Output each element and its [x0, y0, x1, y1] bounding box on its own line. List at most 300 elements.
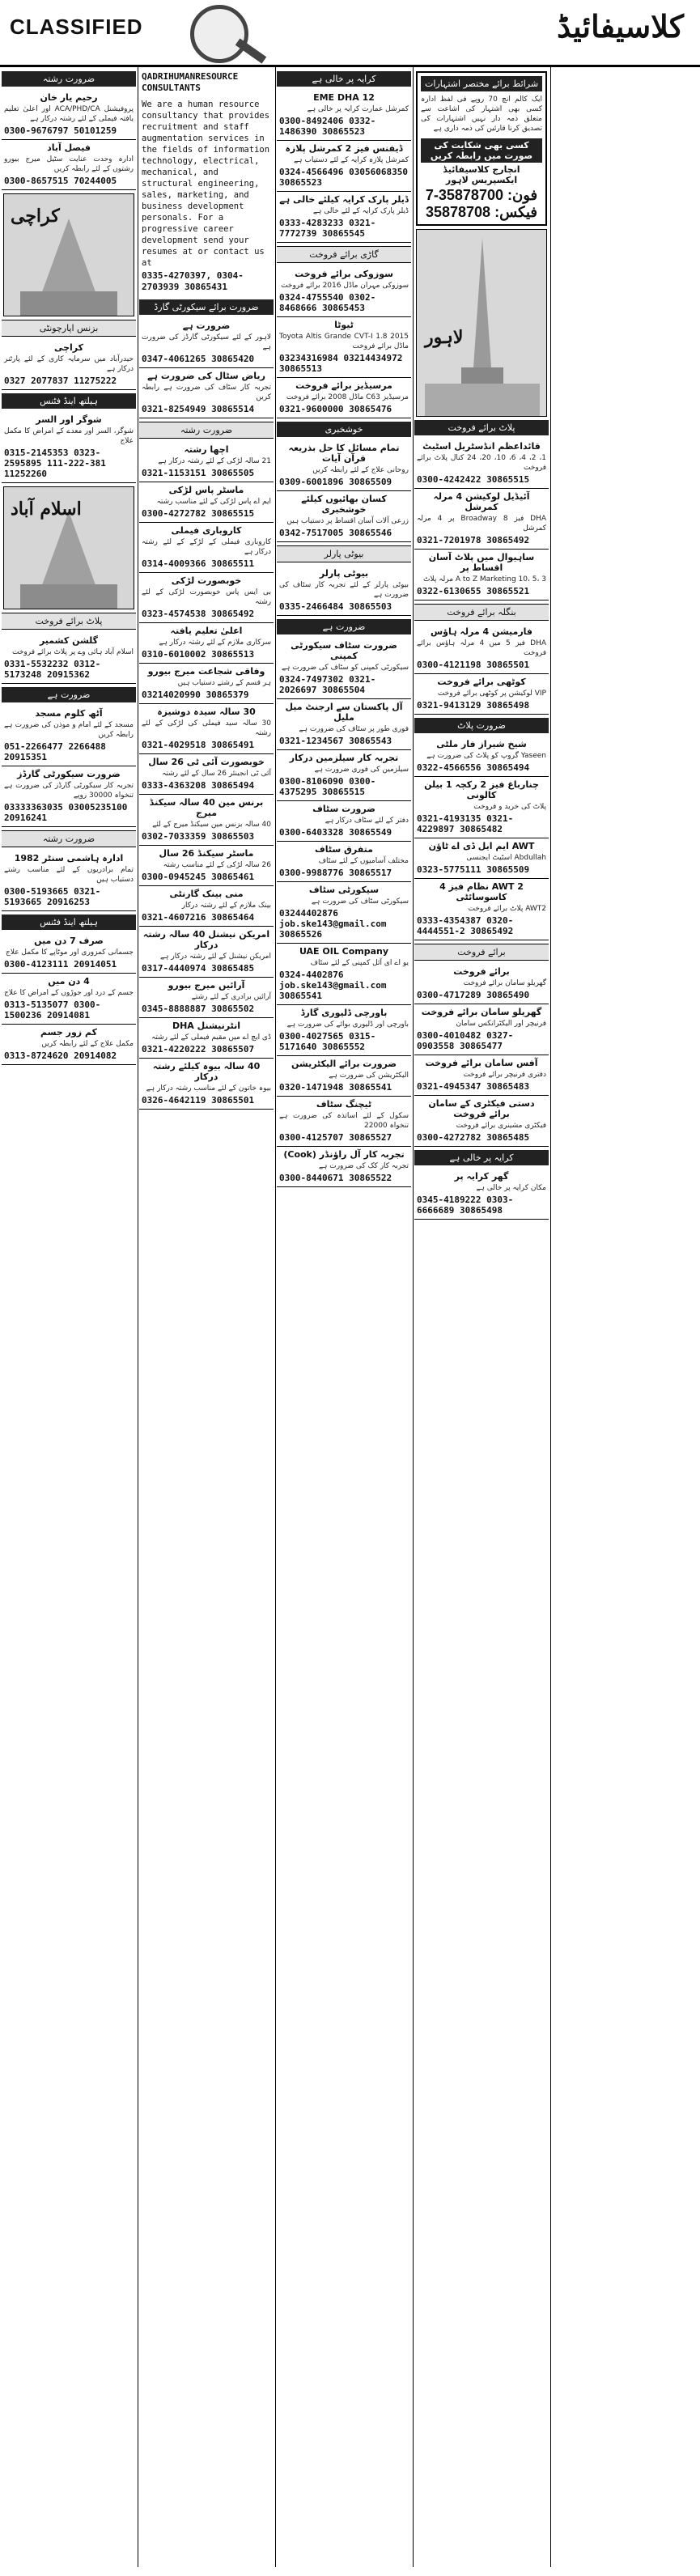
ad-body: سیکورٹی سٹاف کی ضرورت ہے	[311, 898, 409, 906]
classified-ad	[277, 882, 411, 944]
section-heading: بزنس اپارچونٹی	[2, 320, 136, 337]
ad-phone: 03234316984 03214434972 30865513	[279, 353, 403, 374]
section-heading: ضرورت پلاٹ	[414, 718, 549, 733]
terms-fax-label: فیکس	[499, 204, 538, 220]
minar-illustration	[417, 230, 547, 416]
ad-body: DHA فیز 8 Broadway پر 4 مرلہ کمرشل	[417, 515, 546, 533]
section-heading: بنگلہ برائے فروخت	[414, 604, 549, 621]
ad-title: رحیم یار خان	[40, 92, 98, 103]
ad-phone: 0324-4755540 0302-8468666 30865453	[279, 292, 376, 313]
column-4	[414, 68, 549, 2573]
ad-body: زرعی آلات آسان اقساط پر دستیاب ہیں	[286, 517, 409, 525]
ad-body: دفتر کے لئے سٹاف درکار ہے	[325, 817, 409, 825]
ad-title: آئیڈیل لوکیشن 4 مرلہ کمرشل	[433, 491, 530, 512]
classified-ad	[139, 664, 274, 704]
ad-title: ضرورت سٹاف	[312, 804, 375, 814]
ad-title: آٹھ کلوم مسجد	[35, 708, 103, 719]
classified-ad	[139, 754, 274, 795]
ad-title: ضرورت سٹاف سیکورٹی کمپنی	[291, 640, 397, 661]
classified-ad	[277, 266, 411, 317]
ad-body: جسم کے درد اور جوڑوں کے امراض کا علاج	[4, 989, 134, 997]
ad-body: تجربہ کار سیکورٹی گارڈز کی ضرورت ہے تنخواہ 30000 روپے	[4, 782, 134, 800]
city-photo	[3, 486, 134, 609]
ad-body: فیکٹری مشینری برائے فروخت	[456, 1122, 546, 1130]
section-heading: گاڑی برائے فروخت	[277, 246, 411, 263]
ad-body: سیلزمین کی فوری ضرورت ہے	[314, 766, 409, 774]
ad-title: کسان بھائیوں کیلئے خوشخبری	[301, 494, 387, 515]
ad-body: حیدرآباد میں سرمایہ کاری کے لئے پارٹنر درکار ہے	[4, 355, 134, 373]
ad-body: 30 سالہ سید فیملی کی لڑکی کے لئے رشتہ	[142, 719, 271, 737]
classified-ad	[2, 766, 136, 827]
ad-body: 26 سالہ لڑکی کے لئے مناسب رشتہ	[163, 861, 271, 869]
ad-title: گھریلو سامان برائے فروخت	[421, 1007, 542, 1017]
classified-ad	[139, 523, 274, 573]
ad-title: UAE OIL Company	[299, 946, 389, 957]
ad-title: آفس سامان برائے فروخت	[425, 1058, 538, 1068]
classified-ad	[139, 886, 274, 927]
ad-body: بی ایس پاس خوبصورت لڑکی کے لئے رشتہ	[142, 588, 271, 606]
classified-ad	[414, 1096, 549, 1147]
section-heading: پلاٹ برائے فروخت	[414, 420, 549, 435]
classified-ad	[2, 933, 136, 974]
classified-ad	[139, 927, 274, 978]
ad-phone: 0347-4061265 30865420	[142, 354, 255, 364]
ad-phone: 0322-4566556 30865494	[417, 762, 530, 773]
ad-body: دفتری فرنیچر برائے فروخت	[463, 1071, 546, 1079]
classified-ad	[277, 801, 411, 842]
consultancy-phone: 0335-4270397, 0304-2703939 30865431	[142, 270, 244, 292]
column-rule	[550, 66, 551, 2567]
ad-title: 4 دن میں	[48, 976, 90, 987]
ad-phone: 0326-4642119 30865501	[142, 1095, 255, 1106]
ad-title: ٹیچنگ سٹاف	[316, 1099, 372, 1110]
terms-title: شرائط برائے مختصر اشتہارات	[421, 76, 542, 91]
ad-body: Abdullah اسٹیٹ ایجنسی	[466, 854, 546, 862]
classified-ad	[277, 378, 411, 418]
ad-title: تجربہ کار آل راؤنڈر (Cook)	[283, 1149, 405, 1160]
ad-body: سیکورٹی کمپنی کو سٹاف کی ضرورت ہے	[281, 664, 409, 672]
classified-ad	[277, 141, 411, 192]
ad-title: ماسٹر سیکنڈ 26 سال	[159, 848, 254, 859]
ad-body: باورچی اور ڈلیوری بوائے کی ضرورت ہے	[286, 1021, 409, 1029]
ad-phone: 0300-4272782 30865515	[142, 508, 255, 519]
ad-phone: 03244402876 job.ske143@gmail.com 30865526	[279, 908, 387, 940]
ad-title: اعلیٰ تعلیم یافتہ	[170, 626, 243, 636]
ad-body: پلاٹ کی خرید و فروخت	[473, 803, 546, 811]
ad-phone: 0321-4607216 30865464	[142, 912, 255, 923]
ad-title: ضرورت سیکورٹی گارڈز	[17, 769, 121, 779]
ad-title: برائے فروخت	[453, 966, 510, 977]
ad-title: ڈیفنس فیز 2 کمرشل پلازہ	[285, 143, 403, 154]
ad-title: خوبصورت آئی ٹی 26 سال	[148, 757, 265, 767]
classified-ad	[277, 638, 411, 699]
ad-title: صرف 7 دن میں	[34, 936, 104, 946]
section-heading: ضرورت رشتہ	[139, 422, 274, 439]
ad-body: AWT2 پلاٹ برائے فروخت	[468, 905, 546, 913]
section-heading: ضرورت ہے	[2, 687, 136, 702]
ad-phone: 0300-8492406 0332-1486390 30865523	[279, 116, 376, 137]
ad-title: وفاقی شجاعت میرج بیورو	[147, 666, 265, 677]
ad-phone: 0302-7033359 30865503	[142, 831, 255, 842]
ad-phone: 0300-4272782 30865485	[417, 1132, 530, 1143]
ad-phone: 0300-4027565 0315-5171640 30865552	[279, 1031, 376, 1052]
classified-ad	[414, 879, 549, 940]
classified-ad	[414, 674, 549, 715]
ad-phone: 0314-4009366 30865511	[142, 558, 255, 569]
ad-phone: 0310-6010002 30865513	[142, 649, 255, 660]
ad-title: کراچی	[53, 342, 84, 353]
column-rule	[413, 66, 414, 2567]
ad-body: 40 سالہ بزنس مین سیکنڈ میرج کے لئے	[152, 821, 271, 829]
section-heading: ہیلتھ اینڈ فٹنس	[2, 393, 136, 409]
ad-phone: 051-2266477 2266488 20915351	[4, 741, 106, 762]
ad-phone: 0300-9988776 30865517	[279, 868, 392, 878]
terms-fax: فیکس: 35878708	[425, 204, 538, 220]
ad-body: آئی ٹی انجینئر 26 سال کے لئے رشتہ	[162, 770, 271, 778]
ad-body: کمرشل عمارت کرایہ پر خالی ہے	[307, 105, 409, 113]
ad-body: یو اے ای آئل کمپنی کے لئے سٹاف	[310, 959, 409, 967]
ad-title: قائداعظم انڈسٹریل اسٹیٹ	[422, 441, 541, 452]
classified-ad	[414, 489, 549, 550]
classified-ad	[139, 442, 274, 482]
column-2	[139, 68, 274, 2573]
section-heading: کرایہ پر خالی ہے	[414, 1150, 549, 1165]
classified-ad	[277, 566, 411, 616]
ad-body: مکان کرایہ پر خالی ہے	[476, 1184, 546, 1192]
ad-body: سکول کے لئے اساتذہ کی ضرورت ہے تنخواہ 22000	[279, 1112, 409, 1130]
classified-ad	[277, 1056, 411, 1097]
ad-phone: 0300-0945245 30865461	[142, 872, 255, 882]
ad-phone: 0321-8254949 30865514	[142, 404, 255, 414]
classified-ad	[277, 1147, 411, 1187]
section-heading: ضرورت برائے سیکورٹی گارڈ	[139, 299, 274, 315]
classified-ad	[414, 777, 549, 838]
ad-title: کوٹھی برائے فروخت	[437, 677, 526, 687]
ad-phone: 0321-1153151 30865505	[142, 468, 255, 478]
classified-ad	[277, 192, 411, 243]
section-heading: برائے فروخت	[414, 944, 549, 961]
ad-phone: 0300-9676797 50101259	[4, 125, 117, 136]
ad-body: مرسیڈیز C63 ماڈل 2008 برائے فروخت	[286, 393, 409, 401]
masthead	[0, 0, 700, 67]
ad-title: 40 سالہ بیوہ کیلئے رشتہ درکار	[152, 1061, 261, 1082]
classified-ad	[277, 1097, 411, 1147]
column-2-sections	[139, 299, 274, 1110]
classified-ad	[277, 842, 411, 882]
ad-title: ادارہ ہاشمی سنٹر 1982	[14, 853, 124, 864]
terms-phone: فون: 35878700-7	[425, 187, 538, 203]
ad-body: ایم اے پاس لڑکی کے لئے مناسب رشتہ	[156, 498, 271, 506]
ad-body: ہر قسم کے رشتے دستیاب ہیں	[177, 679, 271, 687]
ad-phone: 0320-1471948 30865541	[279, 1082, 392, 1093]
ad-body: اسلام آباد ہائی وے پر پلاٹ برائے فروخت	[12, 648, 134, 656]
ad-phone: 0333-4354387 0320-4444551-2 30865492	[417, 915, 514, 936]
ad-title: کاروباری فیملی	[171, 525, 242, 536]
ad-body: مکمل علاج کے لئے رابطہ کریں	[41, 1040, 134, 1048]
ad-title: ضرورت ہے	[182, 320, 231, 331]
ad-phone: 03214020990 30865379	[142, 690, 249, 700]
ad-phone: 0327 2077837 11275222	[4, 376, 117, 386]
ad-phone: 0321-4193135 0321-4229897 30865482	[417, 813, 514, 834]
ad-body: ڈی ایچ اے میں مقیم فیملی کے لئے رشتہ	[151, 1033, 271, 1042]
ad-body: فوری طور پر سٹاف کی ضرورت ہے	[299, 725, 409, 733]
ad-title: امریکن نیشنل 40 سالہ رشتہ درکار	[142, 929, 270, 950]
ad-phone: 0313-5135077 0300-1500236 20914081	[4, 999, 101, 1021]
section-heading: ضرورت رشتہ	[2, 71, 136, 87]
section-heading: خوشخبری	[277, 422, 411, 437]
classified-ad	[2, 140, 136, 190]
classified-ad	[139, 368, 274, 418]
ad-phone: 0309-6001896 30865509	[279, 477, 392, 487]
ad-phone: 0321-9600000 30865476	[279, 404, 392, 414]
classified-ad	[139, 573, 274, 623]
ad-phone: 0321-1234567 30865543	[279, 736, 392, 746]
ad-title: مرسیڈیز برائے فروخت	[295, 380, 392, 391]
ad-phone: 0313-8724620 20914082	[4, 1050, 117, 1061]
ad-title: ساہیوال میں پلاٹ آسان اقساط پر	[428, 552, 535, 573]
ad-body: بیوٹی پارلر کے لئے تجربہ کار سٹاف کی ضرورت ہے	[279, 581, 409, 599]
ad-phone: 0324-4566496 03056068350 30865523	[279, 167, 408, 188]
column-rule	[275, 66, 276, 2567]
ad-title: شیخ شیراز فار ملٹی	[436, 739, 527, 749]
ad-title: ماسٹر پاس لڑکی	[168, 485, 244, 495]
ad-phone: 0333-4283233 0321-7772739 30865545	[279, 218, 376, 239]
classified-ad	[277, 1005, 411, 1056]
classified-ad	[2, 1025, 136, 1065]
city-photo	[3, 193, 134, 316]
ad-phone: 0331-5532232 0312-5173248 20915362	[4, 659, 101, 680]
ad-phone: 0345-4189222 0303-6666689 30865498	[417, 1195, 514, 1216]
ad-title: سیکورٹی سٹاف	[308, 885, 380, 895]
classified-ad	[139, 978, 274, 1018]
ad-body: جسمانی کمزوری اور موٹاپے کا مکمل علاج	[6, 948, 134, 957]
ad-body: امریکن نیشنل کے لئے رشتہ درکار ہے	[160, 953, 271, 961]
ad-phone: 0321-4945347 30865483	[417, 1081, 530, 1092]
ad-phone: 0321-9413129 30865498	[417, 700, 530, 711]
ad-body: Toyota Altis Grande CVT-I 1.8 2015 ماڈل برائے فروخت	[279, 333, 409, 350]
classified-ad	[2, 340, 136, 390]
classified-ad	[414, 964, 549, 1004]
ad-phone: 0335-2466484 30865503	[279, 601, 392, 612]
consultancy-title: QADRIHUMANRESOURCE CONSULTANTS	[142, 71, 239, 93]
ad-phone: 0300-8106090 0300-4375295 30865515	[279, 776, 376, 797]
ad-body: DHA فیز 5 میں 4 مرلہ ہاؤس برائے فروخت	[417, 639, 547, 657]
ad-body: 21 سالہ لڑکی کے لئے رشتہ درکار ہے	[158, 457, 271, 465]
ad-title: AWT ایم ایل ڈی اے ٹاؤن	[428, 841, 535, 851]
ad-phone: 0324-4402876 job.ske143@gmail.com 30865541	[279, 970, 387, 1001]
ad-body: فرنیچر اور الیکٹرانکس سامان	[456, 1020, 546, 1028]
ad-body: 1، 2، 4، 6، 10، 20، 24 کنال پلاٹ برائے فروخت	[417, 454, 546, 472]
ad-title: فارمیشن 4 مرلہ ہاؤس	[430, 626, 533, 637]
ad-body: تجربہ کار سٹاف کی ضرورت ہے رابطہ کریں	[142, 384, 271, 401]
city-label: کراچی	[11, 206, 60, 227]
classified-ad	[277, 750, 411, 801]
ad-title: سوزوکی برائے فروخت	[295, 269, 393, 279]
ad-body: Yaseen گروپ کو پلاٹ کی ضرورت ہے	[426, 752, 546, 760]
ad-body: بیوہ خاتون کے لئے مناسب رشتہ درکار ہے	[146, 1084, 271, 1093]
classified-ad	[277, 944, 411, 1005]
classified-ad	[414, 439, 549, 489]
ad-body: روحانی علاج کے لئے رابطہ کریں	[312, 466, 409, 474]
city-label: اسلام آباد	[11, 499, 82, 520]
ad-phone: 0300-6403328 30865549	[279, 827, 392, 838]
section-heading: ضرورت ہے	[277, 619, 411, 634]
ad-title: تجربہ کار سیلزمین درکار	[289, 753, 399, 763]
classified-ad	[277, 440, 411, 491]
lahore-photo	[416, 229, 547, 417]
ad-phone: 0322-6130655 30865521	[417, 586, 530, 596]
ad-body: ڈیلر پارک کرایہ کے لئے خالی ہے	[312, 207, 409, 215]
ad-body: تجربہ کار کک کی ضرورت ہے	[318, 1162, 409, 1170]
ad-phone: 0321-4220222 30865507	[142, 1044, 255, 1055]
ad-title: اچھا رشتہ	[184, 444, 229, 455]
ad-body: گھریلو سامان برائے فروخت	[463, 979, 546, 987]
ad-title: فیصل آباد	[47, 142, 91, 153]
ad-phone: 0324-7497302 0321-2026697 30865504	[279, 674, 376, 695]
ad-title: 30 سالہ سیدہ دوشیزہ	[157, 707, 256, 717]
ad-body: سوزوکی مہران ماڈل 2016 برائے فروخت	[281, 282, 409, 290]
terms-body: ایک کالم انچ 70 روپے فی لفظ ادارہ کسی بھی اشتہار کی اشاعت سے متعلق ذمہ دار نہیں اشتہارات کی تصدیق کرنا قارئین کی ذمہ داری ہے	[421, 95, 543, 133]
ad-body: تمام برادریوں کے لئے مناسب رشتے دستیاب ہیں	[4, 866, 134, 884]
ad-title: ضرورت برائے الیکٹریشن	[291, 1059, 397, 1069]
classified-ad	[414, 1055, 549, 1096]
ad-title: منی بینک گارنٹی	[169, 889, 244, 899]
terms-phone-label: فون	[511, 187, 538, 203]
ad-phone: 0317-4440974 30865485	[142, 963, 255, 974]
ad-title: خوبصورت لڑکی	[171, 575, 242, 586]
section-heading: ضرورت رشتہ	[2, 830, 136, 847]
column-1	[2, 68, 136, 2573]
classified-ad	[139, 795, 274, 846]
classified-ad	[139, 704, 274, 754]
classified-ad	[139, 318, 274, 368]
section-heading: ہیلتھ اینڈ فٹنس	[2, 915, 136, 930]
ad-body: سرکاری ملازم کے لئے رشتہ درکار ہے	[159, 639, 271, 647]
ad-title: بیوٹی پارلر	[319, 568, 369, 579]
ad-phone: 0300-4125707 30865527	[279, 1132, 392, 1143]
terms-footer: کسی بھی شکایت کی صورت میں رابطہ کریں	[421, 138, 542, 163]
classified-ad	[2, 633, 136, 684]
ad-body: الیکٹریشن کی ضرورت ہے	[329, 1072, 409, 1080]
ad-title: برنس مین 40 سالہ سیکنڈ میرج	[149, 797, 264, 818]
ad-title: ڈیلر پارک کرایہ کیلئے خالی ہے	[279, 194, 409, 205]
classified-ad	[139, 846, 274, 886]
ad-body: آرائیں برادری کے لئے رشتے	[191, 993, 271, 1001]
ad-phone: 0300-4010482 0327-0903558 30865477	[417, 1030, 514, 1051]
ad-title: گھر کرایہ پر	[454, 1171, 509, 1182]
ad-title: AWT 2 نظام فیز 4 کاسوسائٹی	[439, 881, 524, 902]
ad-phone: 0321-4029518 30865491	[142, 740, 255, 750]
ad-body: A to Z Marketing 10، 5، 3 مرلہ پلاٹ	[423, 575, 546, 584]
ad-body: کمرشل پلازہ کرایہ کے لئے دستیاب ہے	[293, 156, 409, 164]
ad-phone: 0323-5775111 30865509	[417, 864, 530, 875]
classified-ad	[277, 699, 411, 750]
terms-line: انچارج کلاسیفائیڈ ایکسپریس لاہور	[443, 164, 520, 185]
ad-body: بینک ملازم کے لئے رشتہ درکار	[181, 902, 271, 910]
ad-title: متفرق سٹاف	[315, 844, 373, 855]
section-heading: پلاٹ برائے فروخت	[2, 613, 136, 630]
consultancy-body: We are a human resource consultancy that provides recruitment and staff augmentation services in the fields of information technology, electrical, mechanical, and structural engineering, sales, marketing, and business development personals. For a progressive career development send your resumes at or contact us at	[142, 100, 270, 268]
masthead-title-en: CLASSIFIED	[10, 15, 143, 39]
ad-phone: 0300-4717289 30865490	[417, 990, 530, 1000]
ad-phone: 0300-4242422 30865515	[417, 474, 530, 485]
terms-phone-value: 35878700-7	[425, 187, 503, 203]
classified-ad	[2, 706, 136, 766]
ad-phone: 03333363035 03005235100 20916241	[4, 802, 128, 823]
classified-ad	[277, 90, 411, 141]
classified-ad	[414, 736, 549, 777]
ad-body: لاہور کے لئے سیکورٹی گارڈز کی ضرورت ہے	[142, 333, 271, 351]
classified-ad	[139, 623, 274, 664]
ad-phone: 0323-4574538 30865492	[142, 609, 255, 619]
ad-phone: 0321-7201978 30865492	[417, 535, 530, 545]
ad-title: چنارباغ فیز 2 رکچہ 1 بیلن کالونی	[424, 779, 539, 800]
classified-ad	[414, 838, 549, 879]
ad-phone: 0300-4123111 20914051	[4, 959, 117, 970]
ad-body: مختلف آسامیوں کے لئے سٹاف	[318, 857, 409, 865]
classified-ad	[414, 1169, 549, 1220]
classified-ad	[139, 482, 274, 523]
ad-title: تمام مسائل کا حل بذریعہ قرآن آیات	[288, 443, 400, 464]
ad-body: VIP لوکیشن پر کوٹھی برائے فروخت	[437, 690, 546, 698]
ad-body: مسجد کے لئے امام و موذن کی ضرورت ہے رابطہ کریں	[4, 721, 134, 739]
classified-ad	[277, 317, 411, 378]
ad-phone: 0300-4121198 30865501	[417, 660, 530, 670]
ad-title: انٹرنیشنل DHA	[172, 1021, 241, 1031]
ad-title: گلشن کشمیر	[39, 635, 99, 646]
classified-ad	[2, 412, 136, 483]
ad-body: شوگر، السر اور معدے کے امراض کا مکمل علاج	[4, 427, 134, 445]
ad-body: ادارہ وحدت عنایت سٹیل میرج بیورو رشتوں کے لئے رابطہ کریں	[4, 155, 134, 173]
ad-phone: 0345-8888887 30865502	[142, 1004, 255, 1014]
masthead-title-ur: کلاسیفائیڈ	[557, 8, 684, 45]
ad-phone: 0342-7517005 30865546	[279, 528, 392, 538]
lahore-label: لاہور	[425, 327, 464, 348]
classified-ad	[2, 90, 136, 140]
ad-title: شوگر اور السر	[36, 414, 102, 425]
ad-phone: 0315-2145353 0323-2595895 111-222-381 11252260	[4, 448, 106, 479]
ad-phone: 0333-4363208 30865494	[142, 780, 255, 791]
ad-title: دستی فیکٹری کے سامان برائے فروخت	[428, 1098, 535, 1119]
classified-ad	[2, 974, 136, 1025]
section-heading: کرایہ پر خالی ہے	[277, 71, 411, 87]
ad-title: باورچی ڈلیوری گارڈ	[300, 1008, 388, 1018]
classified-ad	[414, 1004, 549, 1055]
section-heading: بیوٹی پارلر	[277, 545, 411, 562]
ad-title: ریاض سٹال کی ضرورت ہے	[147, 371, 265, 381]
classified-ad	[277, 491, 411, 542]
column-4-sections	[414, 420, 549, 1220]
consultancy-ad	[139, 68, 274, 296]
ad-title: EME DHA 12	[313, 92, 375, 103]
terms-fax-value: 35878708	[425, 204, 491, 220]
ad-body: پروفیشنل ACA/PHD/CA اور اعلیٰ تعلیم یافتہ فیملی کے لئے رشتہ درکار ہے	[4, 105, 134, 123]
ad-title: ٹیوٹا	[334, 320, 354, 330]
ad-title: آل پاکستان سے ارجنٹ میل ملیل	[285, 702, 403, 723]
column-3	[277, 68, 411, 2573]
ad-phone: 0300-5193665 0321-5193665 20916253	[4, 886, 101, 907]
terms-box	[416, 71, 547, 226]
ad-title: کم زور جسم	[40, 1027, 97, 1038]
ad-phone: 0300-8440671 30865522	[279, 1173, 392, 1183]
classified-ad	[2, 851, 136, 911]
classified-ad	[139, 1059, 274, 1110]
ad-body: کاروباری فیملی کے لڑکے کے لئے رشتہ درکار ہے	[142, 538, 271, 556]
classified-ad	[139, 1018, 274, 1059]
ad-phone: 0300-8657515 70244005	[4, 176, 117, 186]
classified-ad	[414, 624, 549, 674]
ad-title: آرائیں میرج بیورو	[168, 980, 245, 991]
